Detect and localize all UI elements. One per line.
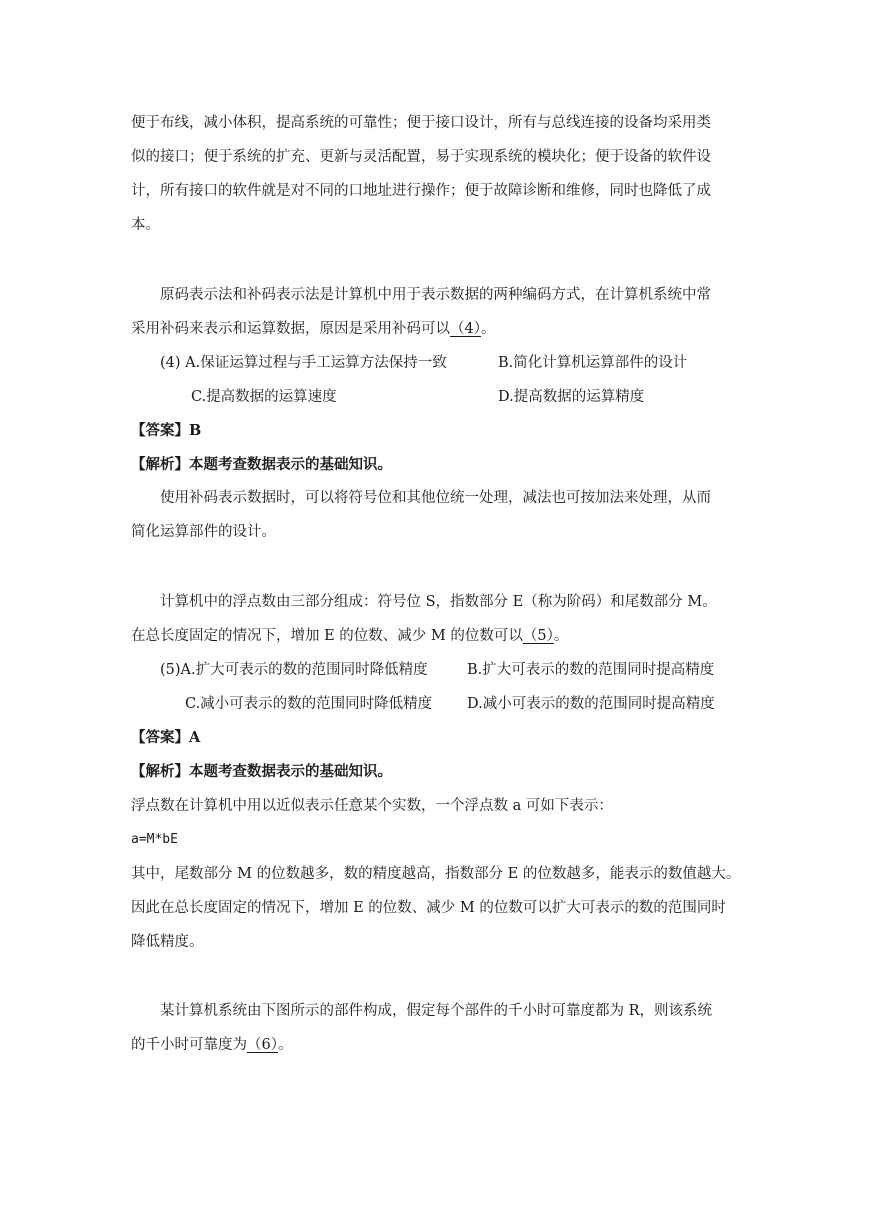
question-blank: （5） — [522, 628, 554, 644]
option-c: C.减小可表示的数的范围同时降低精度 — [185, 696, 433, 712]
answer-value: B — [189, 422, 202, 439]
formula: a=M*bE — [131, 832, 178, 847]
answer-line — [131, 421, 201, 441]
analysis-label: 【解析】 — [131, 763, 189, 780]
question-text: 。 — [277, 1037, 293, 1053]
question-5-text: 计算机中的浮点数由三部分组成：符号位 S，指数部分 E（称为阶码）和尾数部分 M。 — [160, 594, 717, 610]
question-text: 采用补码来表示和运算数据，原因是采用补码可以 — [131, 321, 450, 337]
paragraph-line: 似的接口；便于系统的扩充、更新与灵活配置，易于实现系统的模块化；便于设备的软件设 — [131, 149, 711, 165]
explanation-line: 其中，尾数部分 M 的位数越多，数的精度越高，指数部分 E 的位数越多，能表示的数值越大。 — [131, 866, 741, 882]
question-4-text: 原码表示法和补码表示法是计算机中用于表示数据的两种编码方式，在计算机系统中常 — [160, 287, 711, 303]
answer-value: A — [189, 729, 201, 746]
option-d: D.提高数据的运算精度 — [498, 389, 645, 405]
explanation-line: 降低精度。 — [131, 934, 204, 950]
analysis-line — [131, 455, 392, 475]
answer-label: 【答案】 — [131, 422, 189, 439]
analysis-title: 本题考查数据表示的基础知识。 — [189, 763, 392, 780]
option-b: B.扩大可表示的数的范围同时提高精度 — [467, 662, 715, 678]
explanation-line: 浮点数在计算机中用以近似表示任意某个实数，一个浮点数 a 可如下表示： — [131, 798, 613, 814]
analysis-title: 本题考查数据表示的基础知识。 — [189, 456, 392, 473]
question-5-text — [131, 626, 568, 646]
option-a: (5)A.扩大可表示的数的范围同时降低精度 — [160, 662, 428, 678]
explanation-line: 使用补码表示数据时，可以将符号位和其他位统一处理，减法也可按加法来处理，从而 — [160, 490, 711, 506]
analysis-label: 【解析】 — [131, 456, 189, 473]
question-text: 的千小时可靠度为 — [131, 1037, 247, 1053]
question-text: 在总长度固定的情况下，增加 E 的位数、减少 M 的位数可以 — [131, 628, 523, 644]
option-a: (4) A.保证运算过程与手工运算方法保持一致 — [160, 355, 447, 371]
explanation-line: 简化运算部件的设计。 — [131, 524, 276, 540]
paragraph-line: 便于布线，减小体积，提高系统的可靠性；便于接口设计，所有与总线连接的设备均采用类 — [131, 115, 711, 131]
answer-line — [131, 728, 200, 748]
question-text: 。 — [553, 628, 569, 644]
question-blank: （6） — [247, 1037, 278, 1053]
analysis-line — [131, 762, 392, 782]
paragraph-line: 计，所有接口的软件就是对不同的口地址进行操作；便于故障诊断和维修，同时也降低了成 — [131, 183, 711, 199]
question-blank: （4） — [450, 321, 481, 337]
option-c: C.提高数据的运算速度 — [191, 389, 337, 405]
answer-label: 【答案】 — [131, 729, 189, 746]
question-text: 。 — [480, 321, 496, 337]
option-b: B.简化计算机运算部件的设计 — [498, 355, 688, 371]
question-6-text — [131, 1035, 292, 1055]
paragraph-line: 本。 — [131, 217, 160, 233]
option-d: D.减小可表示的数的范围同时提高精度 — [467, 696, 715, 712]
question-4-text — [131, 319, 495, 339]
question-6-text: 某计算机系统由下图所示的部件构成，假定每个部件的千小时可靠度都为 R，则该系统 — [160, 1003, 713, 1019]
explanation-line: 因此在总长度固定的情况下，增加 E 的位数、减少 M 的位数可以扩大可表示的数的范围同时 — [131, 900, 726, 916]
